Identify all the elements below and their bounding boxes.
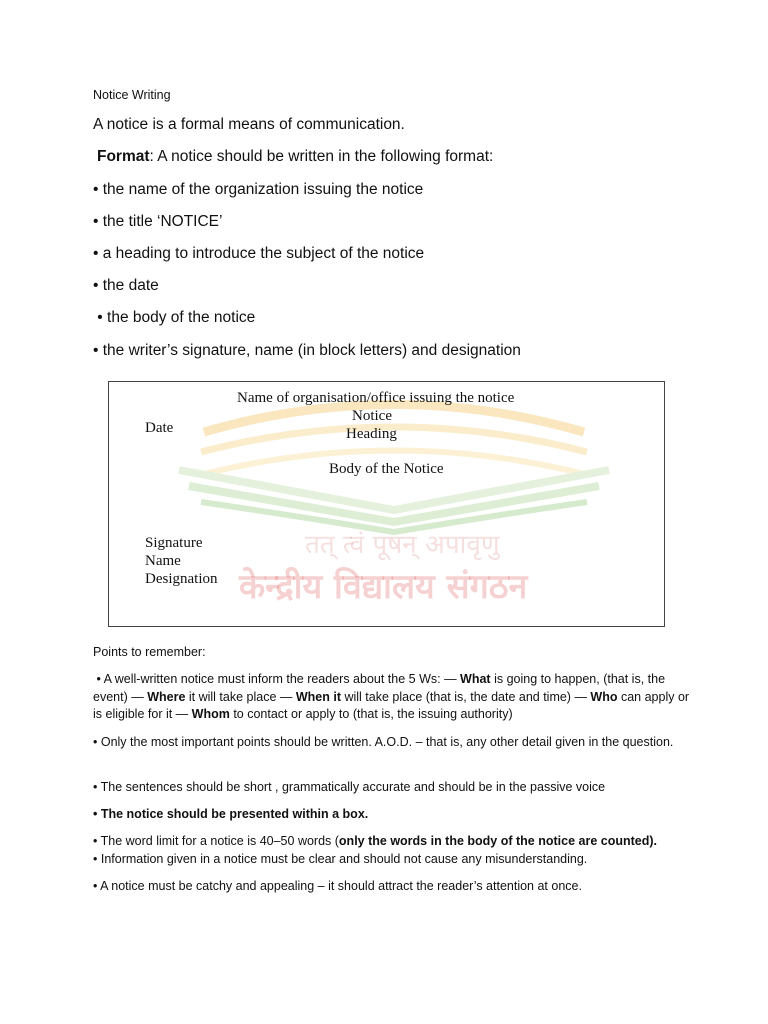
format-item-date: • the date: [93, 277, 159, 294]
notice-format-box: [108, 381, 665, 627]
watermark-motto: तत् त्वं पूषन् अपावृणु: [305, 530, 500, 560]
format-item-body: • the body of the notice: [93, 309, 256, 326]
point-important-only: • Only the most important points should be written. A.O.D. – that is, any other detail given in the question.: [93, 735, 674, 749]
format-label: Format: [97, 148, 150, 165]
point-short-sentences: • The sentences should be short , grammatically accurate and should be in the passive voice: [93, 780, 606, 794]
watermark-name: केन्द्रीय विद्यालय संगठन: [239, 567, 528, 607]
template-date: Date: [145, 420, 174, 436]
point-five-ws: • A well-written notice must inform the readers about the 5 Ws: — What is going to happen, (that is, the event) — Where it will take place — When it will take place (that is, the date and time) — Who can apply or is eligible for it — Whom to contact or apply to (that is, the issuing authority): [93, 672, 693, 721]
format-item-organization: • the name of the organization issuing the notice: [93, 181, 424, 198]
template-designation: Designation: [145, 571, 218, 587]
template-body: Body of the Notice: [329, 461, 444, 477]
document-title: Notice Writing: [93, 88, 171, 102]
format-line: [97, 148, 493, 166]
template-signature: Signature: [145, 535, 203, 551]
point-within-box: • The notice should be presented within a box.: [93, 807, 369, 821]
template-name: Name: [145, 553, 181, 569]
intro-line: A notice is a formal means of communication.: [93, 116, 405, 133]
points-heading: Points to remember:: [93, 645, 206, 659]
point-word-limit: • The word limit for a notice is 40–50 words (only the words in the body of the notice are counted).: [93, 834, 657, 848]
template-notice: Notice: [352, 408, 392, 424]
format-item-signature: • the writer’s signature, name (in block letters) and designation: [93, 342, 521, 359]
format-text: : A notice should be written in the following format:: [149, 148, 494, 165]
format-item-title: • the title ‘NOTICE’: [93, 213, 223, 230]
template-org: Name of organisation/office issuing the notice: [237, 390, 515, 406]
template-heading: Heading: [346, 426, 397, 442]
point-clear-info: • Information given in a notice must be clear and should not cause any misunderstanding.: [93, 852, 588, 866]
point-catchy: • A notice must be catchy and appealing – it should attract the reader’s attention at once.: [93, 879, 582, 893]
format-item-heading: • a heading to introduce the subject of the notice: [93, 245, 425, 262]
